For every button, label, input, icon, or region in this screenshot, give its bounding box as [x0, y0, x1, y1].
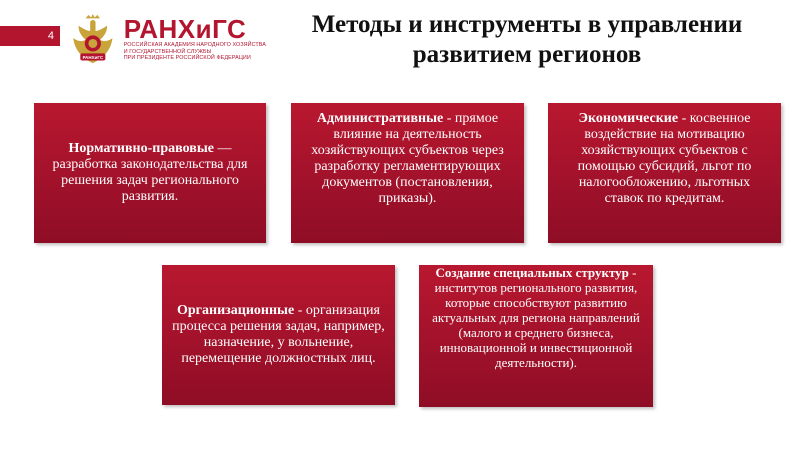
logo-text-block	[124, 16, 266, 62]
card-content	[46, 141, 254, 205]
card-label: Административные	[316, 111, 444, 126]
page-number-bar	[0, 26, 60, 46]
double-headed-eagle-emblem-icon	[66, 8, 120, 70]
ranepa-logo	[66, 8, 266, 70]
card-label: Нормативно-правовые	[68, 141, 214, 156]
card-content	[303, 111, 512, 207]
card-text: - институтов регионального развития, которые способствуют развитию актуальных для региона направлений (малого и среднего бизнеса, инновационной и инвестиционной деятельности).	[432, 265, 640, 370]
card-text: - организация процесса решения задач, например, назначение, у вольнение, перемещение должностных лиц.	[172, 303, 385, 366]
card-label: Экономические	[578, 111, 679, 126]
slide-title: Методы и инструменты в управлении развитием регионов	[311, 11, 743, 68]
emblem-ribbon-text: РАНХиГС	[82, 55, 104, 61]
logo-subtitle-line-1: РОССИЙСКАЯ АКАДЕМИЯ НАРОДНОГО ХОЗЯЙСТВА	[123, 42, 266, 49]
card-content	[558, 111, 771, 207]
card-text: - косвенное воздействие на мотивацию хозяйствующих субъектов с помощью субсидий, льгот по налогообложению, льготных ставок по кредитам.	[577, 111, 752, 206]
card-normative-legal	[34, 103, 266, 243]
logo-subtitle-line-3: ПРИ ПРЕЗИДЕНТЕ РОССИЙСКОЙ ФЕДЕРАЦИИ	[123, 55, 251, 62]
card-label: Организационные	[177, 303, 295, 318]
card-economic	[548, 103, 781, 243]
card-text: - прямое влияние на деятельность хозяйствующих субъектов через разработку регламентирующих документов (постановления, приказы).	[311, 111, 504, 206]
card-content	[172, 303, 385, 367]
logo-subtitle-line-2: И ГОСУДАРСТВЕННОЙ СЛУЖБЫ	[123, 48, 212, 55]
card-text: — разработка законодательства для решения задач регионального развития.	[52, 141, 248, 204]
card-organizational	[162, 265, 395, 405]
card-label: Создание специальных структур	[435, 265, 629, 280]
logo-name: РАНХиГС	[123, 14, 247, 45]
page-number: 4	[47, 30, 54, 42]
card-administrative	[291, 103, 524, 243]
card-content	[431, 265, 641, 370]
card-special-structures	[419, 265, 653, 407]
